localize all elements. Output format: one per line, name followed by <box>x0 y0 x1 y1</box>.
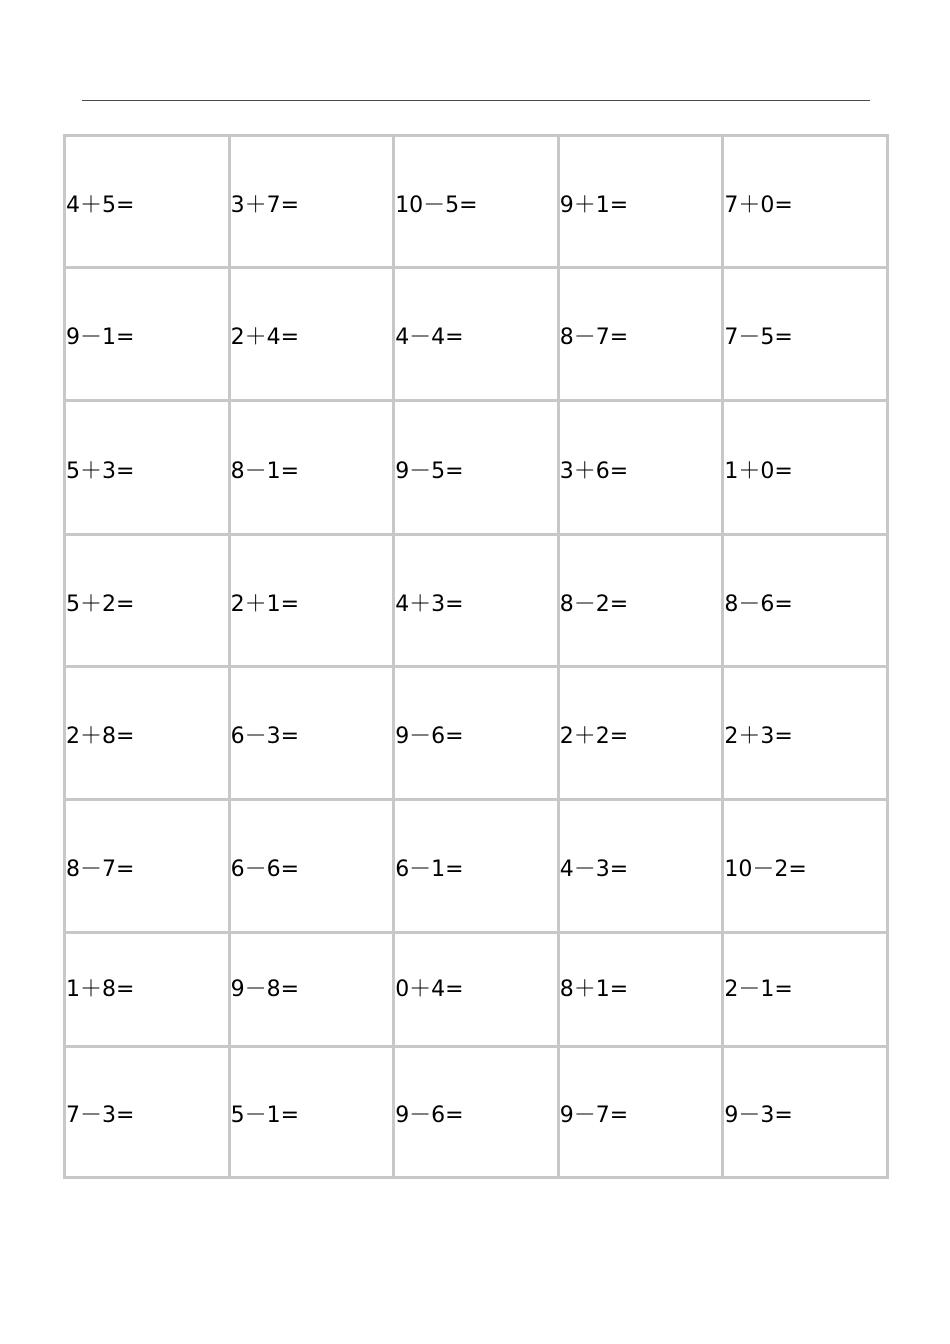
problem-text: 8－7= <box>66 857 135 882</box>
problem-text: 8－2= <box>559 591 629 617</box>
problem-text: 8＋1= <box>559 976 629 1002</box>
problem-cell <box>229 268 394 401</box>
problem-cell <box>558 401 723 535</box>
problem-text: 9－8= <box>230 976 300 1002</box>
problem-text: 4－4= <box>395 325 464 350</box>
problem-cell <box>65 1047 230 1178</box>
problem-text: 10－5= <box>395 192 478 218</box>
problem-text: 0＋4= <box>395 976 464 1002</box>
problem-cell <box>723 136 888 268</box>
problem-text: 3＋7= <box>230 192 300 218</box>
problem-cell <box>229 933 394 1047</box>
problem-text: 5＋3= <box>66 458 135 484</box>
problem-cell <box>723 933 888 1047</box>
problem-text: 5＋2= <box>66 591 135 617</box>
problem-text: 1＋8= <box>66 976 135 1002</box>
problem-cell <box>558 136 723 268</box>
worksheet-row <box>65 535 888 667</box>
problem-cell <box>229 1047 394 1178</box>
worksheet-row <box>65 933 888 1047</box>
problem-text: 2－1= <box>724 976 793 1002</box>
problem-cell <box>65 535 230 667</box>
problem-cell <box>229 401 394 535</box>
problem-cell <box>229 535 394 667</box>
problem-cell <box>394 1047 559 1178</box>
problem-text: 1＋0= <box>724 458 793 484</box>
problem-text: 6－1= <box>395 857 464 882</box>
problem-text: 8－6= <box>724 591 793 617</box>
worksheet-row <box>65 401 888 535</box>
problem-cell <box>229 800 394 933</box>
problem-text: 7＋0= <box>724 192 793 218</box>
problem-cell <box>558 667 723 800</box>
problem-text: 9－1= <box>66 325 135 350</box>
problem-cell <box>394 800 559 933</box>
problem-text: 9－6= <box>395 724 464 749</box>
problem-text: 8－1= <box>230 458 300 484</box>
problem-text: 8－7= <box>559 325 629 350</box>
problem-cell <box>65 800 230 933</box>
problem-text: 2＋1= <box>230 591 300 617</box>
problem-cell <box>558 535 723 667</box>
problem-cell <box>394 933 559 1047</box>
problem-cell <box>723 268 888 401</box>
problem-cell <box>723 535 888 667</box>
problem-text: 2＋8= <box>66 724 135 749</box>
worksheet-row <box>65 667 888 800</box>
problem-cell <box>558 1047 723 1178</box>
problem-cell <box>65 136 230 268</box>
problem-text: 6－6= <box>230 857 300 882</box>
problem-text: 4＋3= <box>395 591 464 617</box>
worksheet-row <box>65 268 888 401</box>
problem-cell <box>394 535 559 667</box>
problem-cell <box>229 136 394 268</box>
arithmetic-worksheet-table <box>63 134 889 1179</box>
problem-cell <box>65 667 230 800</box>
problem-text: 4＋5= <box>66 192 135 218</box>
problem-text: 2＋4= <box>230 325 300 350</box>
worksheet-row <box>65 136 888 268</box>
problem-text: 5－1= <box>230 1103 300 1128</box>
problem-cell <box>229 667 394 800</box>
problem-text: 10－2= <box>724 857 807 882</box>
problem-text: 6－3= <box>230 724 300 749</box>
problem-cell <box>65 933 230 1047</box>
problem-text: 9－3= <box>724 1103 793 1128</box>
problem-cell <box>65 401 230 535</box>
problem-text: 4－3= <box>559 857 629 882</box>
problem-text: 2＋3= <box>724 724 793 749</box>
problem-text: 9－6= <box>395 1103 464 1128</box>
worksheet-row <box>65 1047 888 1178</box>
problem-cell <box>723 401 888 535</box>
worksheet-row <box>65 800 888 933</box>
problem-cell <box>723 800 888 933</box>
problem-cell <box>558 800 723 933</box>
problem-text: 7－5= <box>724 325 793 350</box>
problem-text: 7－3= <box>66 1103 135 1128</box>
problem-text: 9－7= <box>559 1103 629 1128</box>
problem-cell <box>394 401 559 535</box>
problem-cell <box>723 1047 888 1178</box>
problem-text: 3＋6= <box>559 458 629 484</box>
problem-text: 2＋2= <box>559 724 629 749</box>
problem-cell <box>394 667 559 800</box>
problem-cell <box>394 268 559 401</box>
problem-cell <box>723 667 888 800</box>
problem-text: 9－5= <box>395 458 464 484</box>
problem-cell <box>558 933 723 1047</box>
header-rule <box>82 100 870 101</box>
problem-text: 9＋1= <box>559 192 629 218</box>
problem-cell <box>65 268 230 401</box>
problem-cell <box>394 136 559 268</box>
problem-cell <box>558 268 723 401</box>
